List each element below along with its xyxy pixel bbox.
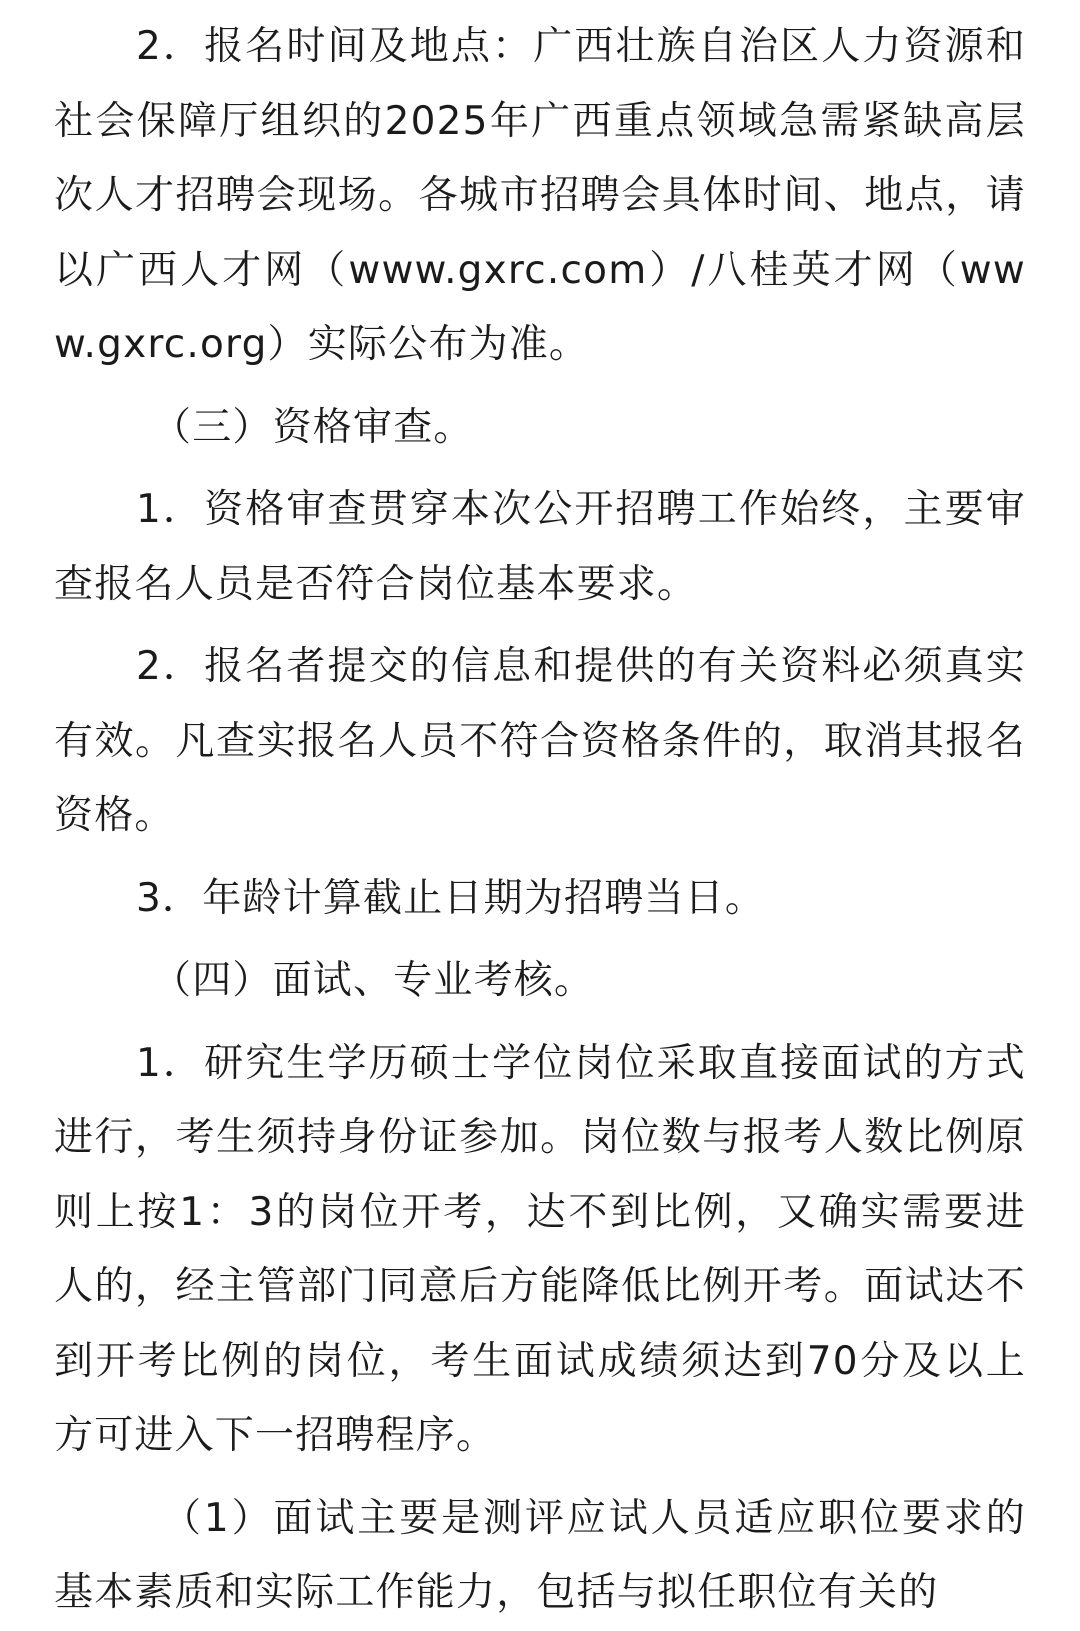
paragraph-registration-time-place: 2．报名时间及地点：广西壮族自治区人力资源和社会保障厅组织的2025年广西重点领域急需紧缺高层次人才招聘会现场。各城市招聘会具体时间、地点，请以广西人才网（www.gxrc.com）/八桂英才网（www.gxrc.org）实际公布为准。 <box>54 24 1026 367</box>
paragraph-interview-content: （1）面试主要是测评应试人员适应职位要求的基本素质和实际工作能力，包括与拟任职位有关的 <box>54 1495 1026 1615</box>
paragraph-review-throughout: 1．资格审查贯穿本次公开招聘工作始终，主要审查报名人员是否符合岗位基本要求。 <box>54 487 1026 607</box>
section-heading-qualification-review: （三）资格审查。 <box>152 404 474 450</box>
document-page <box>54 0 1026 1631</box>
paragraph-age-deadline: 3．年龄计算截止日期为招聘当日。 <box>136 875 766 921</box>
paragraph-information-authentic: 2．报名者提交的信息和提供的有关资料必须真实有效。凡查实报名人员不符合资格条件的，取消其报名资格。 <box>54 644 1026 838</box>
section-heading-interview-assessment: （四）面试、专业考核。 <box>152 958 595 1003</box>
paragraph-interview-method: 1．研究生学历硕士学位岗位采取直接面试的方式进行，考生须持身份证参加。岗位数与报考人数比例原则上按1：3的岗位开考，达不到比例，又确实需要进人的，经主管部门同意后方能降低比例开考。面试达不到开考比例的岗位，考生面试成绩须达到70分及以上方可进入下一招聘程序。 <box>54 1040 1026 1458</box>
